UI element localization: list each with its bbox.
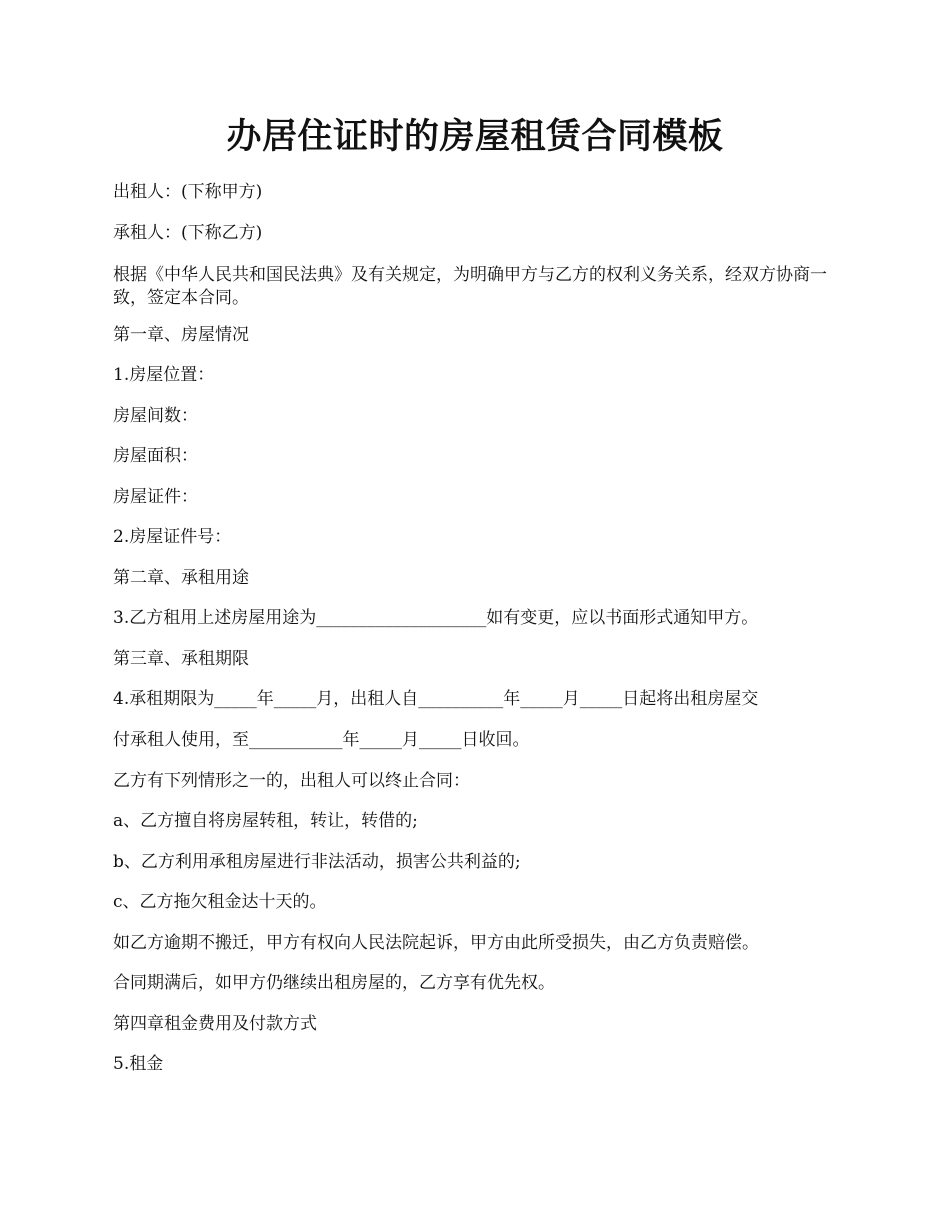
chapter-4-heading: 第四章租金费用及付款方式 [113,1014,317,1034]
house-rooms-line: 房屋间数： [113,406,198,426]
usage-clause: 3.乙方租用上述房屋用途为____________________如有变更，应以书面形式通知甲方。 [113,608,759,628]
lessee-line: 承租人：(下称乙方) [113,223,263,243]
chapter-1-heading: 第一章、房屋情况 [113,325,249,345]
chapter-2-heading: 第二章、承租用途 [113,568,249,588]
preamble-paragraph: 根据《中华人民共和国民法典》及有关规定，为明确甲方与乙方的权利义务关系，经双方协商一致，签定本合同。 [113,265,827,308]
priority-clause: 合同期满后，如甲方仍继续出租房屋的，乙方享有优先权。 [113,973,555,993]
lessor-line: 出租人：(下称甲方) [113,182,263,202]
termination-item-a: a、乙方擅自将房屋转租，转让，转借的; [113,811,418,831]
termination-item-b: b、乙方利用承租房屋进行非法活动，损害公共利益的; [113,852,521,872]
overdue-clause: 如乙方逾期不搬迁，甲方有权向人民法院起诉，甲方由此所受损失，由乙方负责赔偿。 [113,933,759,953]
term-clause-line-2: 付承租人使用，至___________年_____月_____日收回。 [113,730,530,750]
termination-item-c: c、乙方拖欠租金达十天的。 [113,892,327,912]
document-title: 办居住证时的房屋租赁合同模板 [226,116,724,157]
term-clause-line-1: 4.承租期限为_____年_____月，出租人自__________年_____月_____日起将出租房屋交 [113,689,759,709]
termination-intro: 乙方有下列情形之一的，出租人可以终止合同： [113,771,470,791]
house-area-line: 房屋面积： [113,446,198,466]
rent-line: 5.租金 [113,1054,164,1074]
house-location-line: 1.房屋位置： [113,365,215,385]
chapter-3-heading: 第三章、承租期限 [113,649,249,669]
house-certificate-number-line: 2.房屋证件号： [113,527,232,547]
house-certificate-line: 房屋证件： [113,487,198,507]
